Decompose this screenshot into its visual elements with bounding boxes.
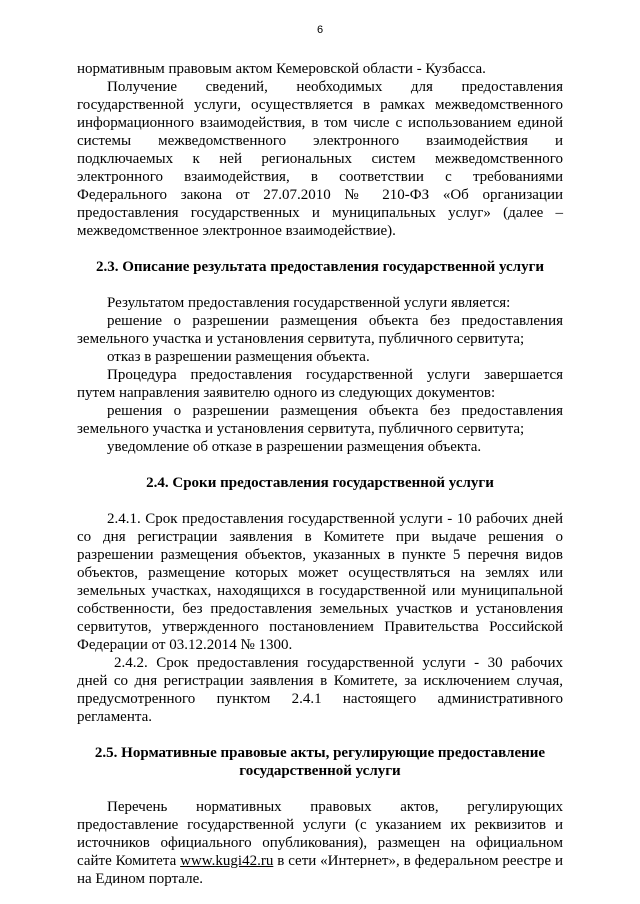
- page-number: 6: [316, 24, 324, 36]
- paragraph: 2.4.2. Срок предоставления государственной услуги - 30 рабочих дней со дня регистрации заявления в Комитете, за исключением случая, предусмотренного пунктом 2.4.1 настоящего административного регламента.: [77, 655, 563, 725]
- paragraph: решения о разрешении размещения объекта без предоставления земельного участка и установления сервитута, публичного сервитута;: [77, 403, 563, 437]
- section-heading-2-4: 2.4. Сроки предоставления государственной услуги: [146, 475, 494, 491]
- paragraph: [77, 798, 563, 888]
- section-heading-2-5: [77, 744, 563, 780]
- section-heading-2-3: 2.3. Описание результата предоставления государственной услуги: [95, 259, 545, 275]
- paragraph: уведомление об отказе в разрешении размещения объекта.: [107, 439, 482, 455]
- heading-line: 2.5. Нормативные правовые акты, регулирующие предоставление: [94, 745, 546, 761]
- paragraph: Результатом предоставления государственной услуги является:: [107, 295, 511, 311]
- paragraph: Получение сведений, необходимых для предоставления государственной услуги, осуществляется в рамках межведомственного информационного взаимодействия, в том числе с использованием единой системы межведомственного электронного взаимодействия и подключаемых к ней региональных систем межведомственного электронного взаимодействия, в соответствии с требованиями Федерального закона от 27.07.2010 № 210-ФЗ «Об организации предоставления государственных и муниципальных услуг» (далее – межведомственное электронное взаимодействие).: [77, 79, 563, 239]
- document-body: [77, 60, 563, 888]
- paragraph-text: в сети «Интернет», в федеральном реестре и на Едином портале.: [77, 853, 563, 887]
- paragraph: отказ в разрешении размещения объекта.: [107, 349, 370, 365]
- paragraph: 2.4.1. Срок предоставления государственной услуги - 10 рабочих дней со дня регистрации заявления в Комитете при выдаче решения о разрешении размещения объектов, указанных в пункте 5 перечня видов объектов, размещение которых может осуществляться на землях или земельных участках, находящихся в государственной или муниципальной собственности, без предоставления земельных участков и установления сервитутов, утвержденного постановлением Правительства Российской Федерации от 03.12.2014 № 1300.: [77, 511, 563, 653]
- paragraph: нормативным правовым актом Кемеровской области - Кузбасса.: [77, 61, 486, 77]
- kugi-website-link[interactable]: www.kugi42.ru: [180, 853, 274, 869]
- heading-line: государственной услуги: [239, 763, 401, 779]
- paragraph: Процедура предоставления государственной услуги завершается путем направления заявителю одного из следующих документов:: [77, 367, 563, 401]
- paragraph-text: Перечень нормативных правовых актов, регулирующих предоставление государственной услуги (с указанием их реквизитов и источников официального опубликования), размещен на официальном сайте Комитета: [77, 799, 563, 869]
- paragraph: решение о разрешении размещения объекта без предоставления земельного участка и установления сервитута, публичного сервитута;: [77, 313, 563, 347]
